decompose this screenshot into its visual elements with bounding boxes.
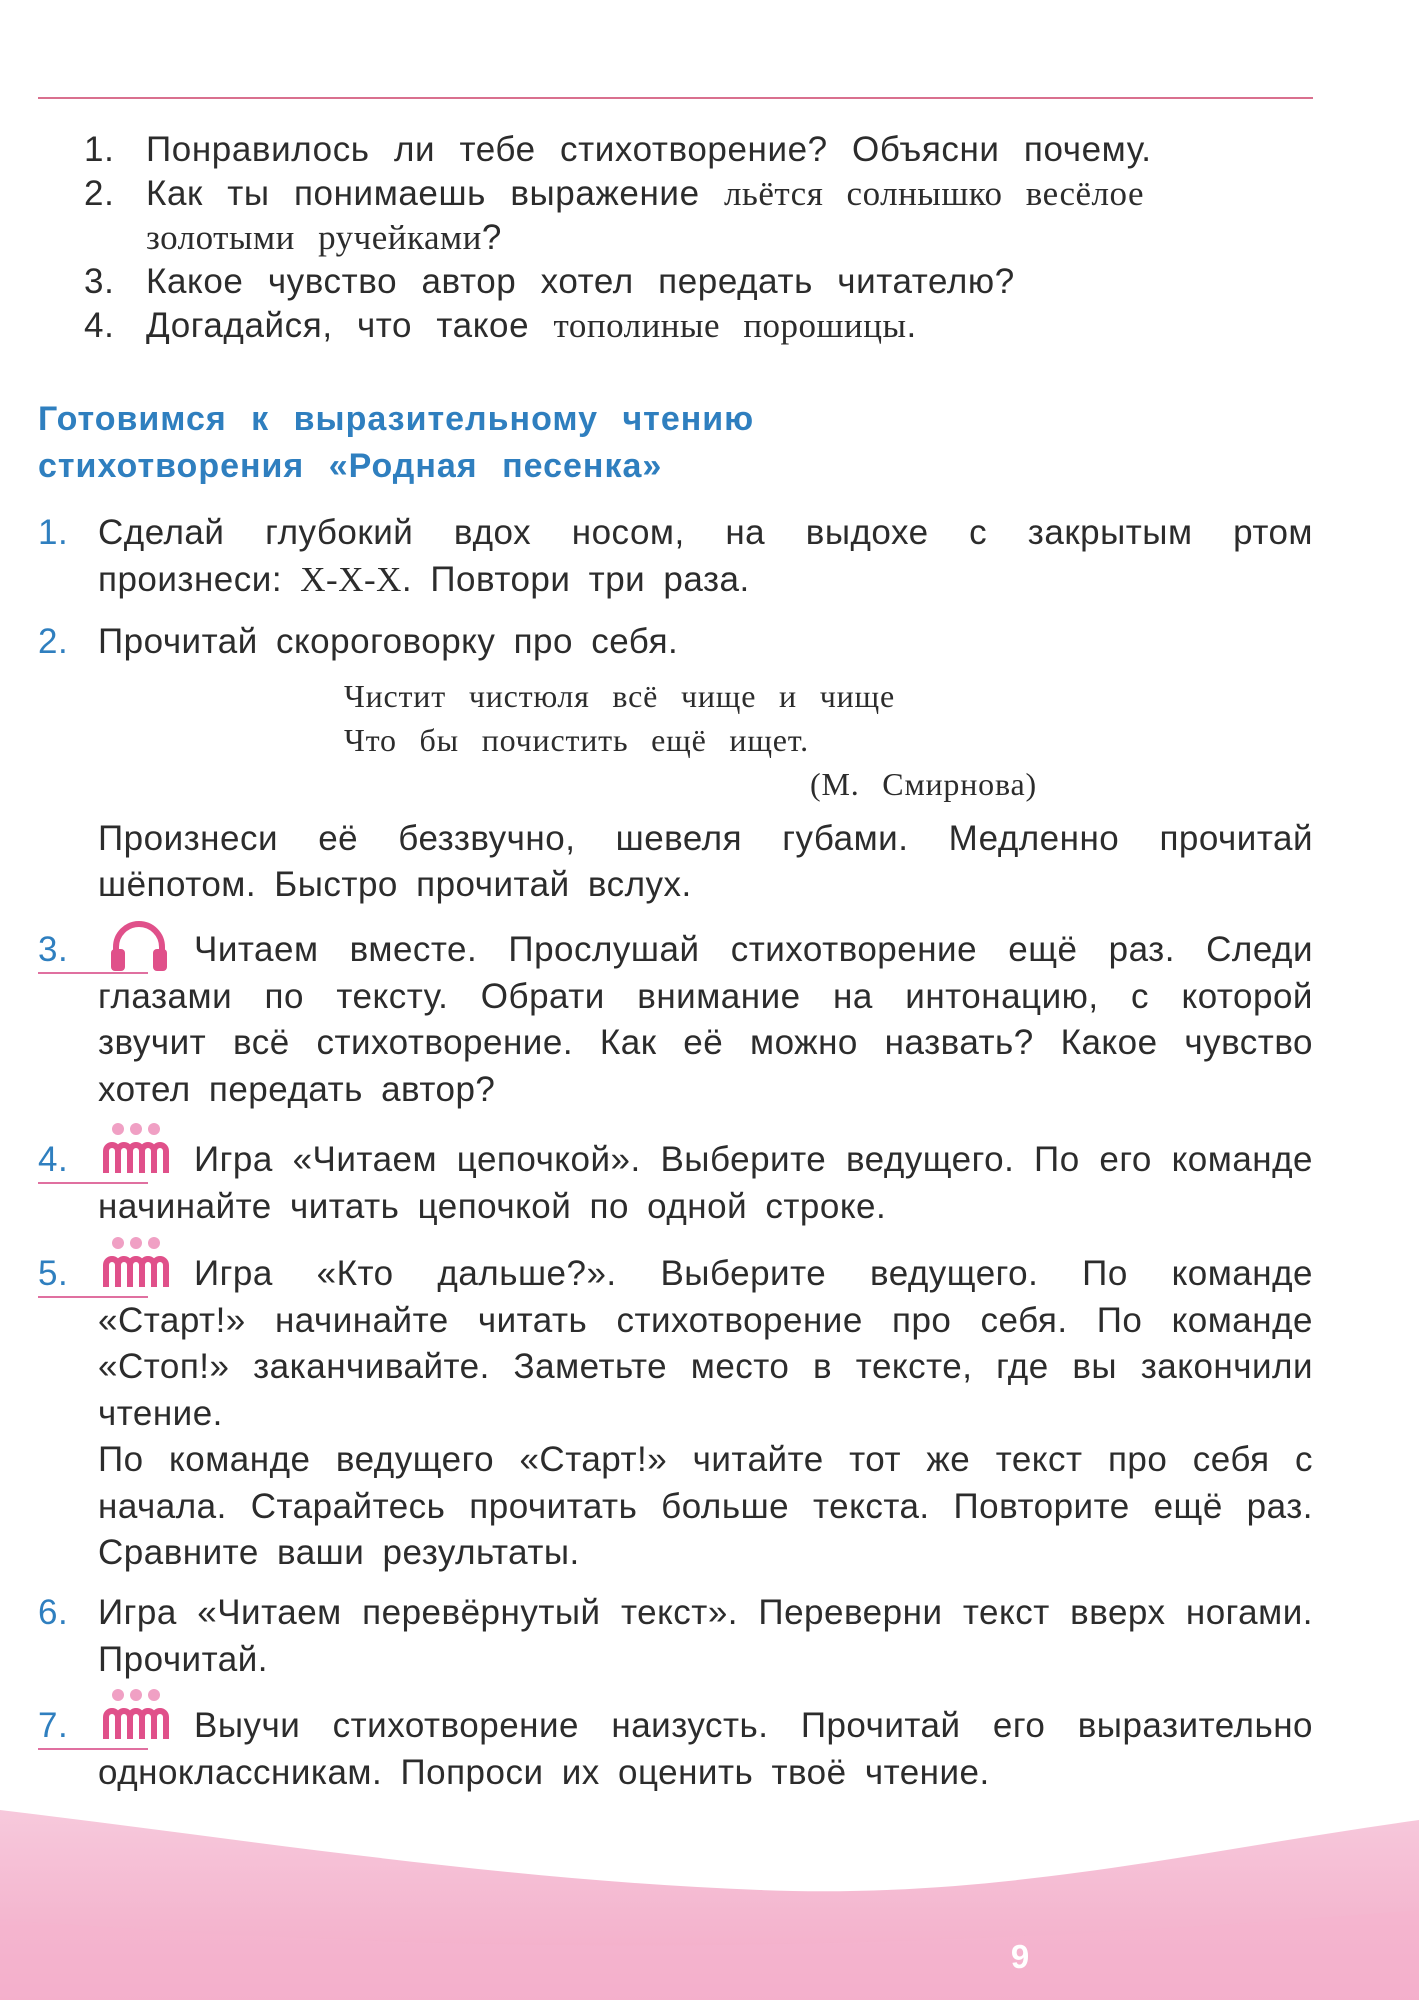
- task-text: Выучи стихотворение наизусть. Прочитай его выразительно одноклассникам. Попроси их оценить твоё чтение.: [98, 1706, 1313, 1792]
- task-number: 7.: [38, 1706, 69, 1745]
- question-quote: тополиные порошицы: [553, 306, 907, 345]
- task-number: 3.: [38, 930, 69, 969]
- question-number: 1.: [84, 130, 115, 169]
- task-sound: Х-Х-Х: [300, 559, 402, 599]
- task-5: [38, 1251, 1313, 1577]
- question-item: [84, 172, 1314, 260]
- section-title: [38, 396, 938, 490]
- section-title-line2: стихотворения «Родная песенка»: [38, 447, 663, 485]
- task-number: 2.: [38, 622, 69, 661]
- task-text-after: . Повтори три раза.: [401, 559, 750, 599]
- question-text: Какое чувство автор хотел передать читателю?: [146, 262, 1015, 301]
- task-text: Игра «Читаем цепочкой». Выберите ведущего. По его команде начинайте читать цепочкой по одной строке.: [98, 1140, 1313, 1226]
- question-text: Как ты понимаешь выражение: [146, 174, 724, 213]
- question-text: Догадайся, что такое: [146, 306, 554, 345]
- task-4: [38, 1137, 1313, 1230]
- questions-list: [84, 128, 1314, 348]
- question-item: [84, 260, 1314, 304]
- poem-line: Что бы почистить ещё ищет.: [344, 721, 809, 758]
- task-text: Сделай глубокий вдох носом, на выдохе с закрытым ртом произнеси:: [98, 513, 1313, 599]
- task-body: [98, 1251, 1313, 1577]
- task-body-after: [98, 816, 1313, 909]
- task-number: 1.: [38, 513, 69, 552]
- task-number: 6.: [38, 1593, 69, 1632]
- task-body: [98, 927, 1313, 1113]
- headphones-icon: [98, 927, 180, 973]
- tongue-twister: [344, 674, 1313, 806]
- question-text: Понравилось ли тебе стихотворение? Объясни почему.: [146, 130, 1152, 169]
- task-3: [38, 927, 1313, 1113]
- task-text: Прочитай скороговорку про себя.: [98, 622, 679, 661]
- task-1: [38, 510, 1313, 603]
- task-body: [98, 619, 1313, 666]
- task-body: [98, 510, 1313, 603]
- task-body: [98, 1590, 1313, 1683]
- poem-author: (М. Смирнова): [810, 765, 1037, 802]
- task-2: [38, 619, 1313, 909]
- footer-wave: [0, 1770, 1419, 2000]
- group-icon: [98, 1137, 180, 1183]
- task-text-after: Произнеси её беззвучно, шевеля губами. Медленно прочитай шёпотом. Быстро прочитай вслух.: [98, 818, 1313, 904]
- top-rule: [38, 97, 1313, 99]
- task-number: 5.: [38, 1254, 69, 1293]
- task-body: [98, 1137, 1313, 1230]
- question-number: 4.: [84, 306, 115, 345]
- question-tail: .: [906, 306, 917, 345]
- task-text: Читаем вместе. Прослушай стихотворение ещё раз. Следи глазами по тексту. Обрати внимание на интонацию, с которой звучит всё стихотворение. Как её можно назвать? Какое чувство хотел передать автор?: [98, 930, 1313, 1109]
- question-number: 2.: [84, 174, 115, 213]
- task-text-continued: По команде ведущего «Старт!» читайте тот же текст про себя с начала. Старайтесь прочитать больше текста. Повторите ещё раз. Сравните ваши результаты.: [98, 1440, 1313, 1572]
- group-icon: [98, 1251, 180, 1297]
- page-number: 9: [1010, 1938, 1030, 1975]
- question-item: [84, 128, 1314, 172]
- group-icon: [98, 1703, 180, 1749]
- task-number: 4.: [38, 1140, 69, 1179]
- question-tail: ?: [481, 218, 502, 257]
- task-text: Игра «Читаем перевёрнутый текст». Переверни текст вверх ногами. Прочитай.: [98, 1593, 1313, 1679]
- question-item: [84, 304, 1314, 348]
- question-quote: льётся солнышко весёлое золотыми ручейками: [146, 174, 1144, 257]
- question-number: 3.: [84, 262, 115, 301]
- task-text: Игра «Кто дальше?». Выберите ведущего. По команде «Старт!» начинайте читать стихотворение про себя. По команде «Стоп!» заканчивайте. Заметьте место в тексте, где вы закончили чтение.: [98, 1254, 1313, 1433]
- section-title-line1: Готовимся к выразительному чтению: [38, 400, 755, 438]
- task-6: [38, 1590, 1313, 1683]
- poem-line: Чистит чистюля всё чище и чище: [344, 677, 895, 714]
